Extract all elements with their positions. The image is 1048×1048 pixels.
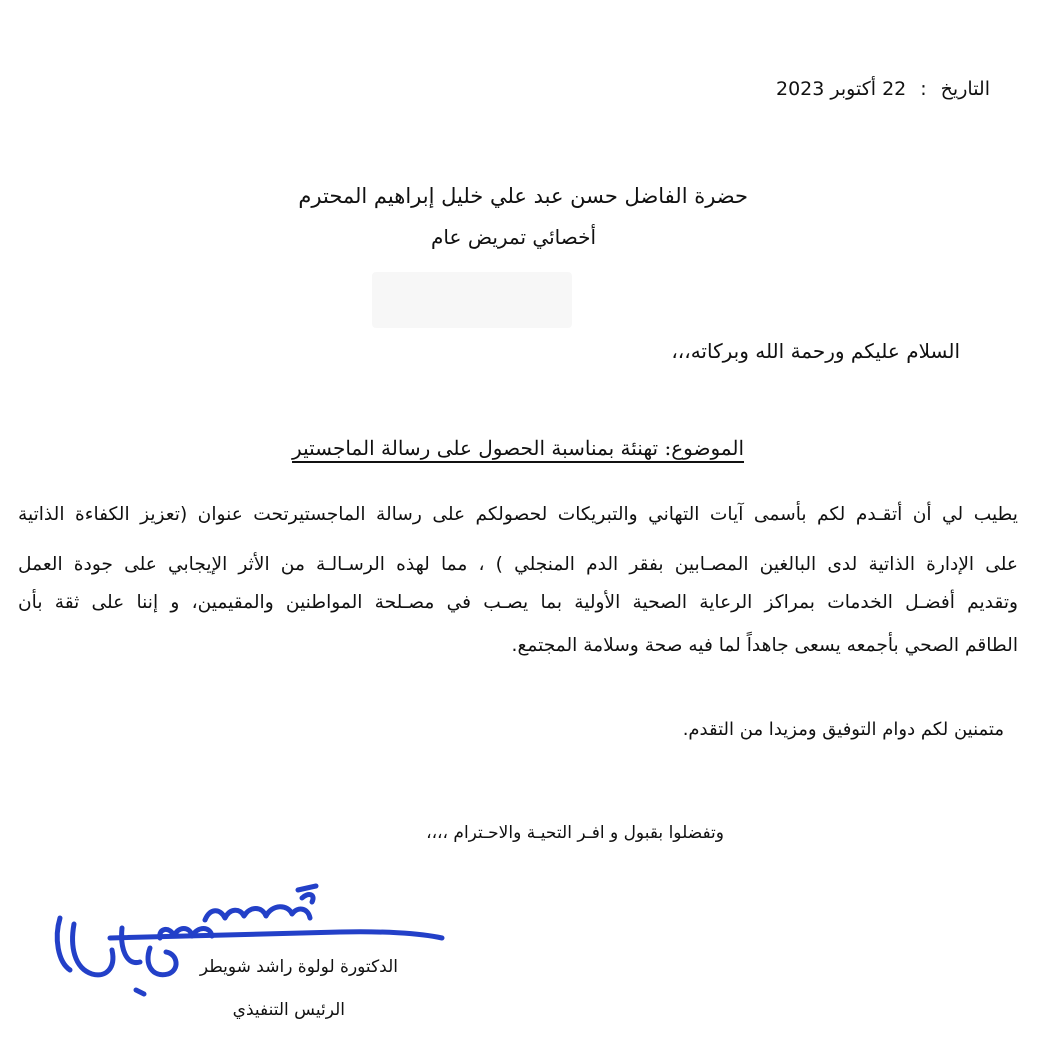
greeting: السلام عليكم ورحمة الله وبركاته،،، (671, 339, 960, 363)
body-line-1: يطيب لي أن أتقـدم لكم بأسمى آيات التهاني والتبريكات لحصولكم على رسالة الماجستيرتحت عنوان (تعزيز الكفاءة الذاتية (18, 504, 1018, 525)
date-separator: : (920, 78, 927, 100)
closing-line: وتفضلوا بقبول و افـر التحيـة والاحـترام ،،،، (426, 823, 724, 843)
date-line (776, 78, 990, 100)
signer-name: الدكتورة لولوة راشد شويطر (199, 957, 398, 977)
signer-title: الرئيس التنفيذي (232, 1000, 345, 1020)
body-line-4: الطاقم الصحي بأجمعه يسعى جاهداً لما فيه صحة وسلامة المجتمع. (511, 635, 1018, 656)
date-value: 22 أكتوبر 2023 (775, 78, 907, 100)
recipient-title: أخصائي تمريض عام (431, 225, 596, 249)
subject-line: الموضوع: تهنئة بمناسبة الحصول على رسالة الماجستير (292, 436, 744, 460)
redacted-area (372, 272, 572, 328)
wish-line: متمنين لكم دوام التوفيق ومزيدا من التقدم. (682, 719, 1004, 740)
body-line-2: على الإدارة الذاتية لدى البالغين المصـابين بفقر الدم المنجلي ) ، مما لهذه الرسـالـة من الأثر الإيجابي على جودة العمل (18, 554, 1018, 575)
body-line-3: وتقديم أفضـل الخدمات بمراكز الرعاية الصحية الأولية بما يصـب في مصـلحة المواطنين والمقيمين، و إننا على ثقة بأن (18, 592, 1018, 613)
recipient-name: حضرة الفاضل حسن عبد علي خليل إبراهيم المحترم (298, 184, 748, 208)
handwritten-signature (40, 878, 460, 1008)
date-label: التاريخ (940, 78, 990, 100)
